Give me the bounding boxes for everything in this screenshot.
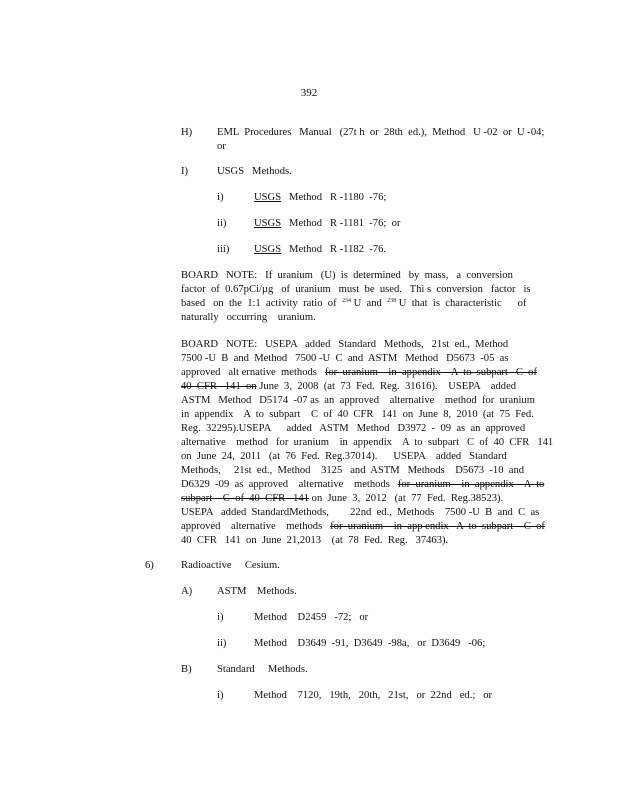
usgs-item-3-text: USGS Method R -1182 -76. <box>254 244 387 255</box>
page-number: 392 <box>300 87 318 99</box>
astm-item-2-label: ii) <box>217 638 227 649</box>
item-h-label: H) <box>181 127 193 138</box>
board-note-conversion <box>181 269 537 325</box>
item-h-line2: or <box>217 141 226 152</box>
note1-line: BOARD NOTE: If uranium (U) is determined by mass, a conversion <box>181 270 513 281</box>
note2-line: 40 CFR 141 on June 21,2013 (at 78 Fed. Reg. 37463). <box>181 535 449 546</box>
struck-text: subpart C of 40 CFR 141 <box>181 493 310 504</box>
item-h-line1: EML Procedures Manual (27t h or 28th ed.), Method U -02 or U -04; <box>217 127 545 138</box>
subsection-a-title: ASTM Methods. <box>217 586 297 597</box>
astm-item-2-text: Method D3649 -91, D3649 -98a, or D3649 -06; <box>254 638 486 649</box>
note2-line: Methods, 21st ed., Method 3125 and ASTM Methods D5673 -10 and <box>181 465 525 476</box>
astm-item-1-label: i) <box>217 612 224 623</box>
struck-text: for uranium in app endix A to subpart C of <box>330 521 545 532</box>
note2-line: 40 CFR 141 on June 3, 2008 (at 73 Fed. Reg. 31616). USEPA added <box>181 381 517 392</box>
astm-item-1-text: Method D2459 -72; or <box>254 612 369 623</box>
usgs-item-2-text: USGS Method R -1181 -76; or <box>254 218 401 229</box>
struck-text: for uranium in appendix A to subpart C of <box>324 367 538 378</box>
standard-item-1-label: i) <box>217 690 224 701</box>
note2-line: Reg. 32295).USEPA added ASTM Method D3972 - 09 as an approved <box>181 423 526 434</box>
note2-line: ASTM Method D5174 -07 as an approved alternative method for uranium <box>181 395 535 406</box>
note2-line: 7500 -U B and Method 7500 -U C and ASTM Method D5673 -05 as <box>181 353 509 364</box>
struck-text: for uranium in appendix A to <box>397 479 545 490</box>
note1-line: factor of 0.67pCi/µg of uranium must be used. Thi s conversion factor is <box>181 284 531 295</box>
section-6-label: 6) <box>145 560 154 571</box>
note2-line: on June 24, 2011 (at 76 Fed. Reg.37014). USEPA added Standard <box>181 451 507 462</box>
board-note-usepa <box>181 338 554 548</box>
usgs-item-1-text: USGS Method R -1180 -76; <box>254 192 387 203</box>
usgs-item-3-label: iii) <box>217 244 230 255</box>
note2-line: approved alt ernative methods for uranium in appendix A to subpart C of <box>181 367 538 378</box>
note2-line: alternative method for uranium in appendix A to subpart C of 40 CFR 141 <box>181 437 554 448</box>
struck-text: 40 CFR 141 on <box>181 381 257 392</box>
note2-line: BOARD NOTE: USEPA added Standard Methods, 21st ed., Method <box>181 339 509 350</box>
usgs-item-2-label: ii) <box>217 218 227 229</box>
usgs-item-1-label: i) <box>217 192 224 203</box>
item-i-title: USGS Methods. <box>217 166 292 177</box>
note2-line: subpart C of 40 CFR 141 on June 3, 2012 (at 77 Fed. Reg.38523). <box>181 493 504 504</box>
note2-line: in appendix A to subpart C of 40 CFR 141 on June 8, 2010 (at 75 Fed. <box>181 409 534 420</box>
note1-line: naturally occurring uranium. <box>181 312 316 323</box>
note2-line: USEPA added StandardMethods, 22nd ed., Methods 7500 -U B and C as <box>181 507 540 518</box>
subsection-b-title: Standard Methods. <box>217 664 308 675</box>
note2-line: D6329 -09 as approved alternative methods for uranium in appendix A to <box>181 479 545 490</box>
section-6-title: Radioactive Cesium. <box>181 560 280 571</box>
standard-item-1-text: Method 7120, 19th, 20th, 21st, or 22nd ed.; or <box>254 690 493 701</box>
subsection-b-label: B) <box>181 664 192 675</box>
note2-line: approved alternative methods for uranium in app endix A to subpart C of <box>181 521 545 532</box>
subsection-a-label: A) <box>181 586 193 597</box>
note1-line: based on the 1:1 activity ratio of $^{234}$ U and $^{238}$ U that is characteristic of <box>181 298 527 309</box>
item-i-label: I) <box>181 166 189 177</box>
